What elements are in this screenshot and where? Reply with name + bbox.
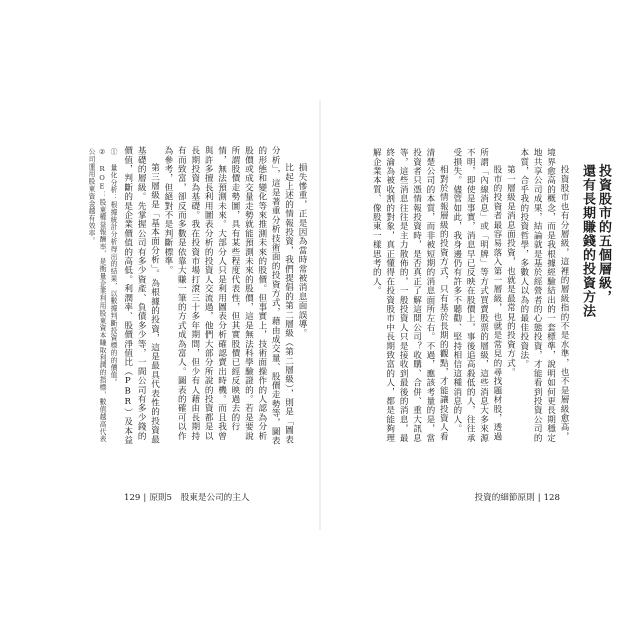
book-title: 投資的細節原則 <box>474 493 535 503</box>
paragraph: 損失慘重，正是因為當時常被消息面誤導。 <box>297 163 307 338</box>
section-heading <box>575 164 611 424</box>
left-page-footer: 129 | 原則5 股東是公司的主人 <box>124 493 250 503</box>
left-page-body <box>120 146 308 446</box>
right-page-body <box>370 148 570 448</box>
paragraph: 第一層級是消息面投資，也就是最常見的投資方式。 <box>505 165 516 377</box>
paragraph: 相對於情報層級的投資方式，只有基於長期的觀點，才能讓投資人看清楚公司的本質，而非被短期的消息面所左右。不過，應該考量的是，當投資者只憑情報投資時，是否真正了解這間公司？收購、合併、重大訊息等，這些消息往往是主力散佈的，一般投資人只是接收到最後的消息，最終淪為被收割的對象，真正懂得在投資股市中長期致富的人，都是能夠理解企業本質、像股東一樣思考的人。 <box>371 148 449 443</box>
paragraph: 股市的投資者最容易落入第一層級，也就是常見的尋找題材股，透過所謂「內線消息」或「明牌」等方式買賣股票的層級，這些消息大多來源不明，即使是事實，消息早已反映在股價上，事後追高殺低的人，往往承受損失。儘管如此，我身邊仍有許多不聽勸、堅持相信這種消息的人。 <box>451 148 502 443</box>
heading-line: 投資股市的五個層級， <box>596 164 611 304</box>
footnote: ② ROE：股東權益報酬率，是衡量企業利用股東資本賺取利潤的指標，數值越高代表公司運用股東資金越有效率。 <box>87 148 106 443</box>
part-label: 原則5 <box>149 493 172 503</box>
right-page-footer: 投資的細節原則 | 128 <box>474 493 560 503</box>
footnotes <box>84 148 118 448</box>
footnote: ① 量化分析：根據統計分析得出的結果，以數據判斷投資標的的價值。 <box>109 148 117 386</box>
chapter-title: 股東是公司的主人 <box>180 493 250 503</box>
paragraph: 比起上述的情報投資，我們提倡的第二層級（第二層級），則是「圖表分析」，這是著重分析技術面的投資方式，藉由成交量、股價走勢等，圖表的形態和變化等來推測未來的股價。但事實上，技術面操作的人認為分析股價或成交量走勢就能預測未來的股價，這是無法科學驗證的。若是要說所謂股價走勢圖，具有某些程度代表性，但其實股價已經反映過去的行情，無法預測未來。大部分人只是利用圖表分析確認賣出時機。而且我曾與許多擅長利用圖表分析的投資人交流過，他們大部分所說的投資都是以長期投資為基礎。我在投資市場打滾三十多年期間，但少有人藉由長期持有而致富，卻反而多數是依靠大賺一筆的方式成為富人。圖表的確可以作為參考，但絕對不是判斷標準。 <box>162 146 294 446</box>
heading-line: 還有長期賺錢的投資方法 <box>580 164 595 318</box>
paragraph: 第三層級是「基本面分析」。為根據的投資，這是最具代表性的投資最基礎的層級。先掌握公司有多少資產、負債多少等，一間公司有多少錢的價值，判斷的是企業價值的高低。利潤率、股價淨值比（PBR）及本益 <box>122 146 160 445</box>
paragraph: 投資股市也有分層級，這裡的層級指的不是水準，也不是層級愈高，境界愈高的概念，而是我根據經驗結出的一套標準，說明如何更長期穩定地共享公司成果，結論就是基於經營者的心態投資，才能看到投資公司的本質，合乎我的投資哲學，多數人以為的最佳投資法。 <box>518 148 569 443</box>
page-number: 128 <box>543 493 560 503</box>
page-number: 129 <box>124 493 141 503</box>
